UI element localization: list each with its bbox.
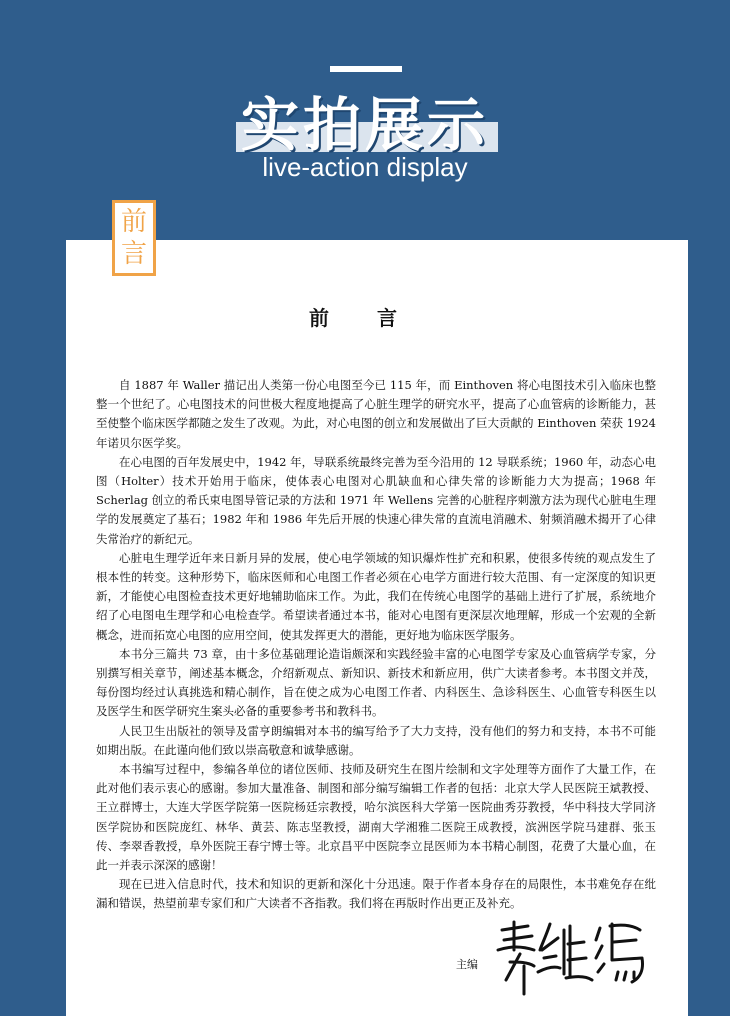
paragraph-7: 现在已进入信息时代，技术和知识的更新和深化十分迅速。限于作者本身存在的局限性，本书难免存在纰漏和错误，热望前辈专家们和广大读者不吝指教。我们将在再版时作出更正及补充。 — [96, 877, 656, 911]
paragraph-6: 本书编写过程中，参编各单位的诸位医师、技师及研究生在图片绘制和文字处理等方面作了大量工作，在此对他们表示衷心的感谢。参加大量准备、制图和部分编写编辑工作者的包括：北京大学人民医院王斌教授、王立群博士，大连大学医学院第一医院杨廷宗教授，哈尔滨医科大学第一医院曲秀芬教授，华中科技大学同济医学院协和医院庞红、林华、黄芸、陈志坚教授，湖南大学湘雅二医院王成教授，滨洲医学院马建群、张玉传、李翠香教授，阜外医院王春宁博士等。北京昌平中医院李立昆医师为本书精心制图，花费了大量心血，在此一并表示深深的感谢！ — [96, 762, 656, 873]
paragraph-3: 心脏电生理学近年来日新月异的发展，使心电学领域的知识爆炸性扩充和积累，使很多传统的观点发生了根本性的转变。这种形势下，临床医师和心电图工作者必须在心电学方面进行较大范围、有一定深度的知识更新，才能使心电图检查技术更好地辅助临床工作。为此，我们在传统心电图学的基础上进行了扩展，系统地介绍了心电图电生理学和心电检查学。希望读者通过本书，能对心电图有更深层次地理解，形成一个宏观的全新概念，进而拓宽心电图的应用空间，使其发挥更大的潜能，更好地为临床医学服务。 — [96, 550, 656, 642]
document-title: 前言 — [309, 306, 445, 330]
paragraph-1: 自 1887 年 Waller 描记出人类第一份心电图至今已 115 年，而 Einthoven 将心电图技术引入临床也整整一个世纪了。心电图技术的问世极大程度地提高了心脏生理学的研究水平，提高了心血管病的诊断能力，甚至使整个临床医学都随之发生了改观。为此，对心电图的创立和发展做出了巨大贡献的 Einthoven 荣获 1924 年诺贝尔医学奖。 — [96, 378, 656, 450]
signature-block — [456, 916, 656, 996]
section-tab-char-2: 言 — [120, 239, 147, 269]
paragraph-4: 本书分三篇共 73 章，由十多位基础理论造诣颇深和实践经验丰富的心电图学专家及心血管病学专家，分别撰写相关章节，阐述基本概念，介绍新观点、新知识、新技术和新应用，供广大读者参考。本书图文并茂，每份图均经过认真挑选和精心制作，旨在使之成为心电图工作者、内科医生、急诊科医生、心血管专科医生以及医学生和医学研究生案头必备的重要参考书和教科书。 — [96, 646, 656, 719]
paragraph-2: 在心电图的百年发展史中，1942 年，导联系统最终完善为至今沿用的 12 导联系统；1960 年，动态心电图（Holter）技术开始用于临床，使体表心电图对心肌缺血和心律失常的诊断能力大为提高；1968 年 Scherlag 创立的希氏束电图导管记录的方法和 1971 年 Wellens 完善的心脏程序刺激方法为现代心脏电生理学的发展奠定了基石；1982 年和 1986 年先后开展的快速心律失常的直流电消融术、射频消融术揭开了心律失常治疗的新纪元。 — [96, 454, 656, 546]
section-tab-char-1: 前 — [120, 207, 147, 237]
header-accent-bar — [330, 66, 402, 72]
section-tab — [112, 200, 156, 276]
handwritten-signature — [484, 916, 654, 996]
document-body — [96, 376, 656, 914]
signature-label: 主编 — [456, 958, 478, 971]
paragraph-5: 人民卫生出版社的领导及雷亨朗编辑对本书的编写给予了大力支持，没有他们的努力和支持，本书不可能如期出版。在此谨向他们致以崇高敬意和诚挚感谢。 — [96, 723, 656, 757]
page-title: 实拍展示 — [240, 91, 489, 159]
page-subtitle: live-action display — [262, 152, 468, 182]
